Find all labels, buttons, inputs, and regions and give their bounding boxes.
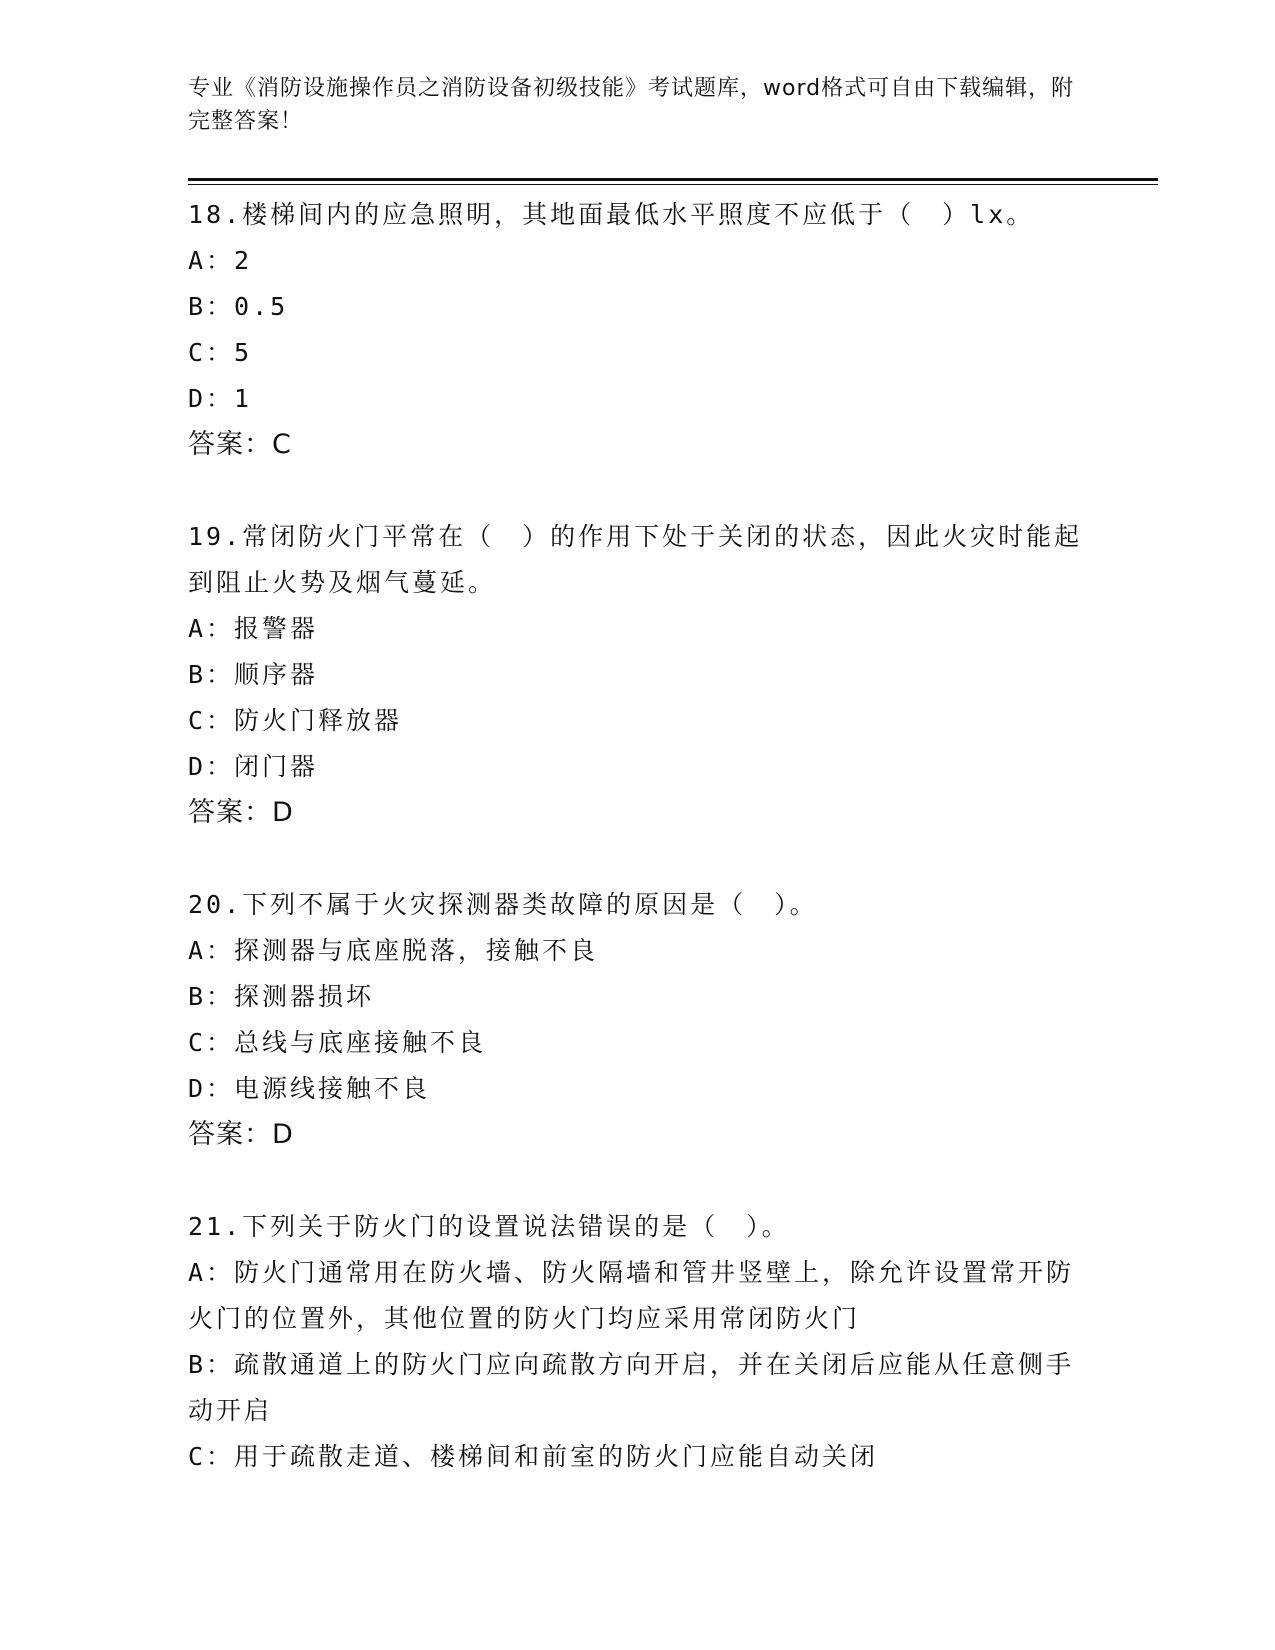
option-c: C：总线与底座接触不良	[188, 1028, 487, 1057]
option-b: B：顺序器	[188, 660, 319, 689]
option-d: D：闭门器	[188, 752, 319, 781]
answer: 答案：D	[188, 797, 294, 828]
question-stem: 20.下列不属于火灾探测器类故障的原因是（ ）。	[188, 890, 818, 919]
question-19	[188, 514, 1088, 836]
option-c: C：防火门释放器	[188, 706, 403, 735]
option-a: A：2	[188, 246, 253, 275]
question-stem: 19.常闭防火门平常在（ ）的作用下处于关闭的状态，因此火灾时能起到阻止火势及烟气蔓延。	[188, 522, 1083, 597]
option-b: B：探测器损坏	[188, 982, 375, 1011]
option-d: D：电源线接触不良	[188, 1074, 431, 1103]
option-c: C：用于疏散走道、楼梯间和前室的防火门应能自动关闭	[188, 1442, 879, 1471]
question-stem: 21.下列关于防火门的设置说法错误的是（ ）。	[188, 1212, 790, 1241]
option-a: A：探测器与底座脱落，接触不良	[188, 936, 599, 965]
option-a: A：防火门通常用在防火墙、防火隔墙和管井竖壁上，除允许设置常开防火门的位置外，其他位置的防火门均应采用常闭防火门	[188, 1258, 1075, 1333]
header-divider-thin	[188, 184, 1158, 185]
question-20	[188, 882, 1088, 1158]
question-21	[188, 1204, 1088, 1480]
option-d: D：1	[188, 384, 253, 413]
question-list	[188, 192, 1088, 1526]
header-divider-thick	[188, 178, 1158, 181]
option-b: B：0.5	[188, 292, 289, 321]
answer: 答案：C	[188, 429, 292, 460]
option-c: C：5	[188, 338, 253, 367]
option-b: B：疏散通道上的防火门应向疏散方向开启，并在关闭后应能从任意侧手动开启	[188, 1350, 1075, 1425]
answer: 答案：D	[188, 1119, 294, 1150]
question-18	[188, 192, 1088, 468]
document-header: 专业《消防设施操作员之消防设备初级技能》考试题库，word格式可自由下载编辑，附完整答案！	[188, 76, 1075, 134]
question-stem: 18.楼梯间内的应急照明，其地面最低水平照度不应低于（ ）lx。	[188, 200, 1035, 229]
option-a: A：报警器	[188, 614, 319, 643]
